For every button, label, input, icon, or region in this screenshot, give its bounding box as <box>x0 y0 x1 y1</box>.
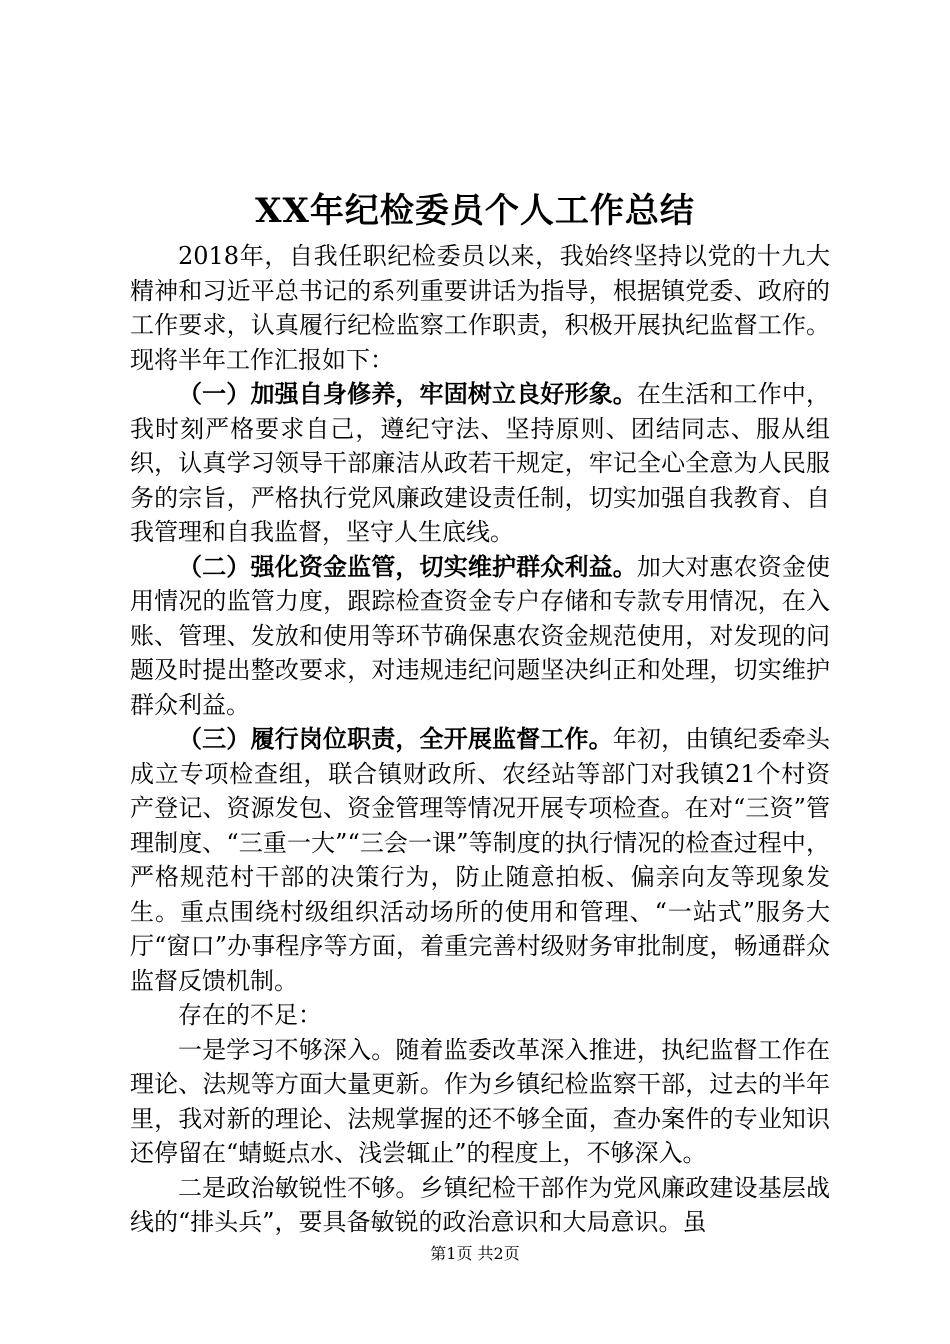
shortcomings-heading: 存在的不足： <box>178 1001 322 1029</box>
document-body <box>130 239 830 1240</box>
section-text-3: 年初，由镇纪委牵头成立专项检查组，联合镇财政所、农经站等部门对我镇21个村资产登记、资源发包、资金管理等情况开展专项检查。在对“三资”管理制度、“三重一大”“三会一课”等制度的执行情况的检查过程中，严格规范村干部的决策行为，防止随意拍板、偏亲向友等现象发生。重点围绕村级组织活动场所的使用和管理、“一站式”服务大厅“窗口”办事程序等方面，着重完善村级财务审批制度，畅通群众监督反馈机制。 <box>130 725 831 995</box>
shortcoming-paragraph-2: 二是政治敏锐性不够。乡镇纪检干部作为党风廉政建设基层战线的“排头兵”，要具备敏锐的政治意识和大局意识。虽 <box>130 1173 830 1236</box>
intro-paragraph: 2018年，自我任职纪检委员以来，我始终坚持以党的十九大精神和习近平总书记的系列重要讲话为指导，根据镇党委、政府的工作要求，认真履行纪检监察工作职责，积极开展执纪监督工作。现将半年工作汇报如下： <box>130 242 830 374</box>
section-paragraph-2 <box>130 550 830 723</box>
section-text-2: 加大对惠农资金使用情况的监管力度，跟踪检查资金专户存储和专款专用情况，在入账、管理、发放和使用等环节确保惠农资金规范使用，对发现的问题及时提出整改要求，对违规违纪问题坚决纠正和处理，切实维护群众利益。 <box>130 552 830 719</box>
document-title: XX年纪检委员个人工作总结 <box>255 191 695 231</box>
shortcoming-paragraph-1: 一是学习不够深入。随着监委改革深入推进，执纪监督工作在理论、法规等方面大量更新。作为乡镇纪检监察干部，过去的半年里，我对新的理论、法规掌握的还不够全面，查办案件的专业知识还停留在“蜻蜓点水、浅尝辄止”的程度上，不够深入。 <box>130 1035 830 1167</box>
section-heading-2: （二）强化资金监管，切实维护群众利益。 <box>178 551 637 581</box>
section-paragraph-3 <box>130 722 830 998</box>
section-text-1: 在生活和工作中，我时刻严格要求自己，遵纪守法、坚持原则、团结同志、服从组织，认真学习领导干部廉洁从政若干规定，牢记全心全意为人民服务的宗旨，严格执行党风廉政建设责任制，切实加强自我教育、自我管理和自我监督，坚守人生底线。 <box>130 380 830 546</box>
page-indicator: 第1页 共2页 <box>430 1244 520 1263</box>
section-paragraph-1 <box>130 377 830 550</box>
section-heading-3: （三）履行岗位职责，全开展监督工作。 <box>178 724 613 753</box>
section-heading-1: （一）加强自身修养，牢固树立良好形象。 <box>178 379 637 408</box>
